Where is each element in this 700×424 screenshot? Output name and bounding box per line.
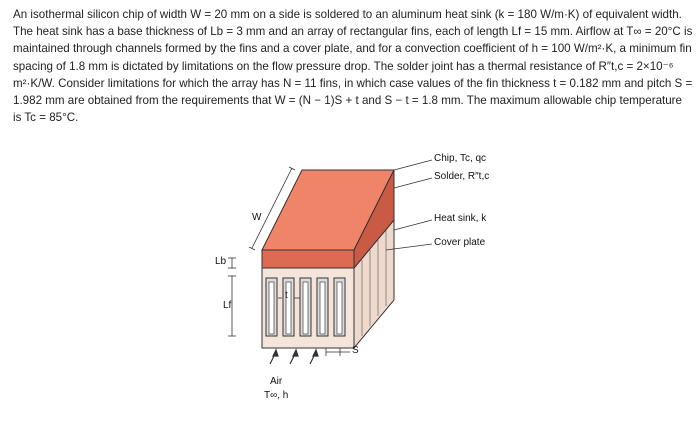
lb-label: Lb: [215, 256, 227, 267]
air-label: Air: [270, 376, 283, 387]
t-label: t: [285, 290, 288, 301]
w-label: W: [252, 212, 262, 223]
problem-statement: [13, 6, 693, 126]
lf-label: Lf: [223, 300, 232, 311]
s-dimension: [326, 348, 350, 356]
s-label: S: [352, 345, 359, 356]
l-dimensions: [228, 258, 236, 336]
air-arrows: [270, 350, 318, 364]
heat-sink-label: Heat sink, k: [434, 213, 487, 224]
chip-label: Chip, Tc, qc: [434, 153, 487, 164]
heat-sink-diagram: [190, 140, 520, 420]
cover-plate-label: Cover plate: [434, 237, 486, 248]
solder-label: Solder, R″t,c: [434, 171, 490, 182]
chip-front: [262, 250, 354, 268]
problem-text: An isothermal silicon chip of width W = 20 mm on a side is soldered to an aluminum heat sink (k = 180 W/m·K) of equivalent width. The heat sink has a base thickness of Lb = 3 mm and an array of rectangular fins, each of length Lf = 15 mm. Airflow at T∞ = 20°C is maintained through channels formed by the fins and a cover plate, and for a convection coefficient of h = 100 W/m²·K, a minimum fin spacing of 1.8 mm is dictated by limitations on the flow pressure drop. The solder joint has a thermal resistance of R″t,c = 2×10⁻⁶ m²·K/W. Consider limitations for which the array has N = 11 fins, in which case values of the fin thickness t = 0.182 mm and pitch S = 1.982 mm are obtained from the requirements that W = (N − 1)S + t and S − t = 1.8 mm. The maximum allowable chip temperature is Tc = 85°C.: [13, 8, 693, 125]
heat-sink-figure: [190, 140, 520, 420]
air-conditions-label: T∞, h: [264, 390, 289, 401]
